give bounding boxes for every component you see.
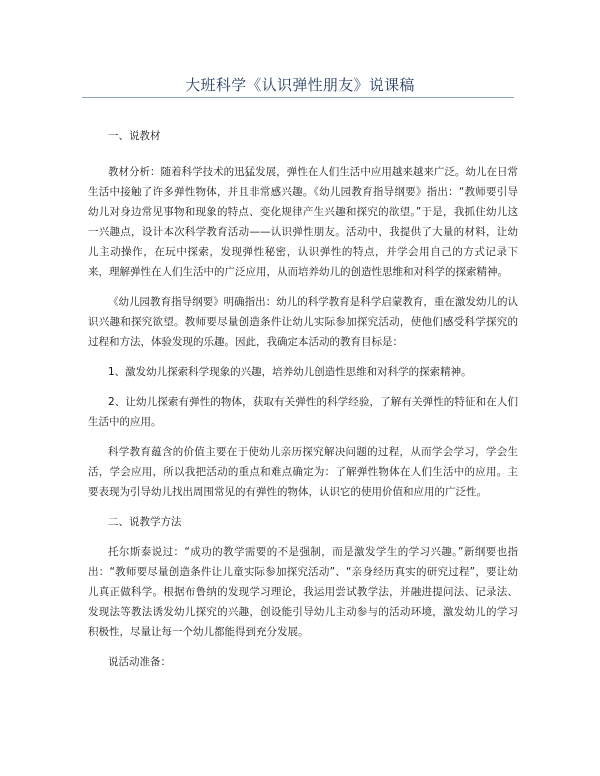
document-title: 大班科学《认识弹性朋友》说课稿 [185,76,415,94]
list-item: 2、让幼儿探索有弹性的物体，获取有关弹性的科学经验，了解有关弹性的特征和在人们生活中的应用。 [88,396,518,428]
section-heading: 二、说教学方法 [108,516,182,528]
section-heading: 一、说教材 [108,130,161,142]
paragraph: 《幼儿园教育指导纲要》明确指出：幼儿的科学教育是科学启蒙教育，重在激发幼儿的认识兴趣和探究欲望。教师要尽量创造条件让幼儿实际参加探究活动，使他们感受科学探究的过程和方法，体验发现的乐趣。因此，我确定本活动的教育目标是： [88,296,518,348]
paragraph: 教材分析：随着科学技术的迅猛发展，弹性在人们生活中应用越来越来广泛。幼儿在日常生活中接触了许多弹性物体，并且非常感兴趣。《幼儿园教育指导纲要》指出：“教师要引导幼儿对身边常见事物和现象的特点、变化规律产生兴趣和探究的欲望。”于是，我抓住幼儿这一兴趣点，设计本次科学教育活动——认识弹性朋友。活动中，我提供了大量的材料，让幼儿主动操作，在玩中探索，发现弹性秘密，认识弹性的特点，并学会用自己的方式记录下来，理解弹性在人们生活中的广泛应用，从而培养幼儿的创造性思维和对科学的探索精神。 [88,166,518,278]
paragraph: 说活动准备： [108,656,171,668]
title-divider [82,97,514,98]
list-item: 1、激发幼儿探索科学现象的兴趣，培养幼儿创造性思维和对科学的探索精神。 [108,366,472,378]
paragraph: 托尔斯泰说过：“成功的教学需要的不是强制，而是激发学生的学习兴趣。”新纲要也指出：“教师要尽量创造条件让儿童实际参加探究活动”、“亲身经历真实的研究过程”，要让幼儿真正做科学。根据布鲁纳的发现学习理论，我运用尝试教学法，并融进提问法、记录法、发现法等教法诱发幼儿探究的兴趣，创设能引导幼儿主动参与的活动环境，激发幼儿的学习积极性，尽量让每一个幼儿都能得到充分发展。 [88,546,518,638]
paragraph: 科学教育蕴含的价值主要在于使幼儿亲历探究解决问题的过程，从而学会学习，学会生活，学会应用，所以我把活动的重点和难点确定为：了解弹性物体在人们生活中的应用。主要表现为引导幼儿找出周围常见的有弹性的物体，认识它的使用价值和应用的广泛性。 [88,446,518,498]
document-body [88,110,518,672]
